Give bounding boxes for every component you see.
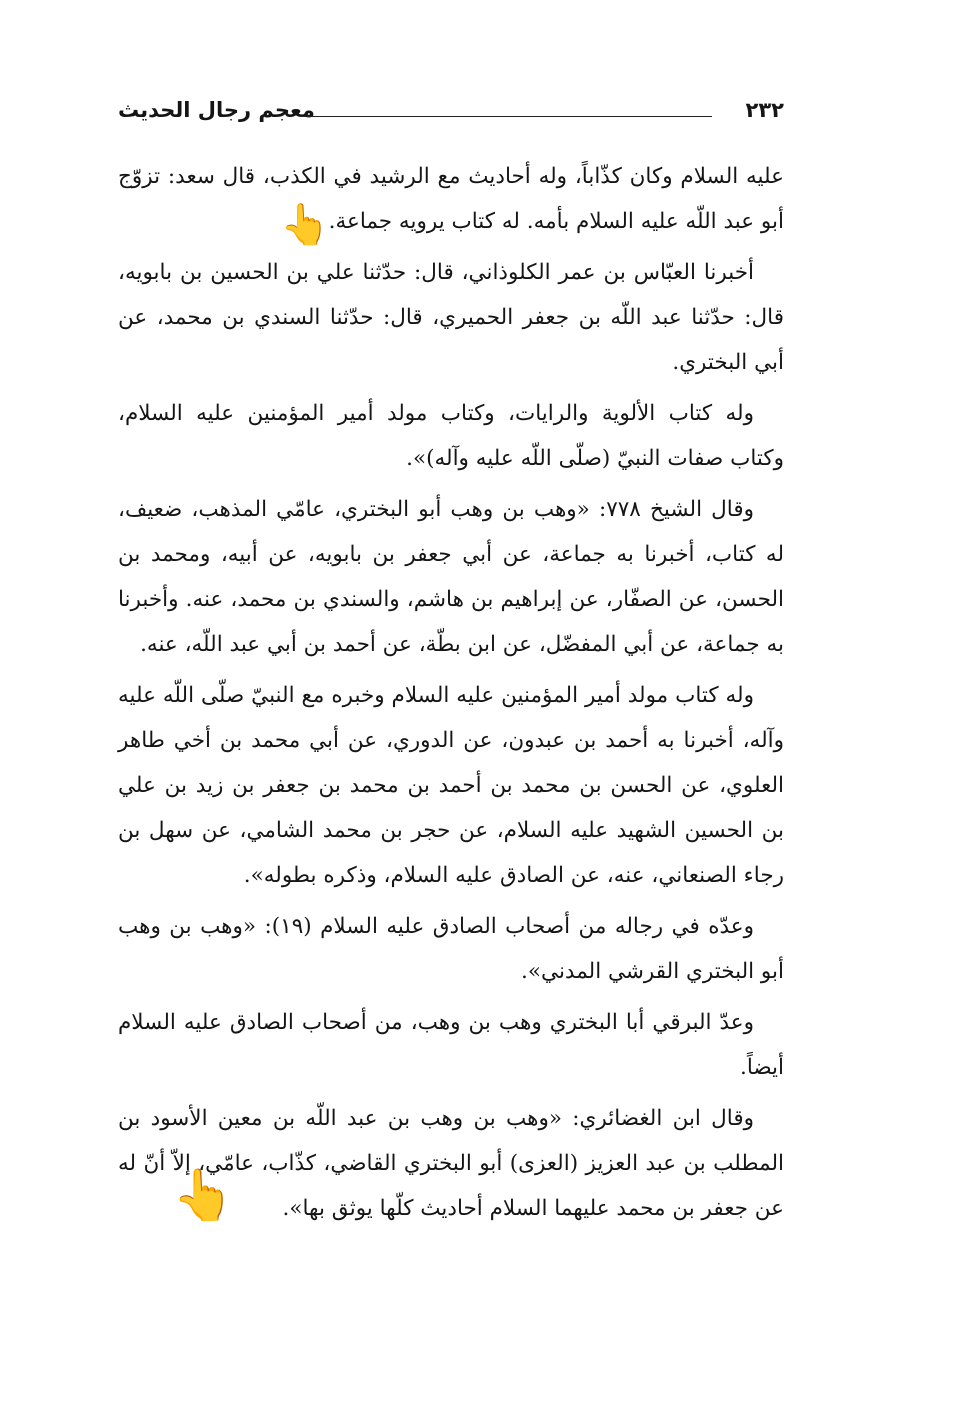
- book-title: معجم رجال الحديث: [118, 98, 315, 122]
- page-number: ٢٣٢: [745, 98, 784, 122]
- paragraph-6: وعدّه في رجاله من أصحاب الصادق عليه السلام (١٩): «وهب بن وهب أبو البختري القرشي المدني».: [118, 914, 784, 984]
- paragraph-4: وقال الشيخ ٧٧٨: «وهب بن وهب أبو البختري، عامّي المذهب، ضعيف، له كتاب، أخبرنا به جماعة، عن أبي جعفر بن بابويه، عن أبيه، ومحمد بن الحسن، عن الصفّار، عن إبراهيم بن هاشم، والسندي بن محمد، عنه. وأخبرنا به جماعة، عن أبي المفضّل، عن ابن بطّة، عن أحمد بن أبي عبد اللّه، عنه.: [118, 497, 784, 657]
- paragraph-3: وله كتاب الألوية والرايات، وكتاب مولد أمير المؤمنين عليه السلام، وكتاب صفات النبيّ (صلّى اللّه عليه وآله)».: [118, 401, 784, 471]
- paragraph-5: وله كتاب مولد أمير المؤمنين عليه السلام وخبره مع النبيّ صلّى اللّه عليه وآله، أخبرنا به أحمد بن عبدون، عن الدوري، عن أبي محمد بن أخي طاهر العلوي، عن الحسن بن محمد بن أحمد بن محمد بن جعفر بن زيد بن علي بن الحسين الشهيد عليه السلام، عن حجر بن محمد الشامي، عن سهل بن رجاء الصنعاني، عنه، عن الصادق عليه السلام، وذكره بطوله».: [118, 683, 784, 888]
- book-page: [118, 96, 784, 1236]
- paragraph-2: أخبرنا العبّاس بن عمر الكلوذاني، قال: حدّثنا علي بن الحسين بن بابويه، قال: حدّثنا عبد اللّه بن جعفر الحميري، قال: حدّثنا السندي بن محمد، عن أبي البختري.: [118, 260, 784, 375]
- header-rule: [300, 116, 712, 117]
- pointing-hand-icon: 👆: [280, 202, 330, 248]
- paragraph-1: عليه السلام وكان كذّاباً، وله أحاديث مع الرشيد في الكذب، قال سعد: تزوّج أبو عبد اللّه عليه السلام بأمه. له كتاب يرويه جماعة.: [118, 164, 784, 234]
- running-header: [118, 96, 784, 138]
- paragraph-8: وقال ابن الغضائري: «وهب بن وهب بن عبد اللّه بن معين الأسود بن المطلب بن عبد العزيز (العزى) أبو البختري القاضي، كذّاب، عامّي، إلاّ أنّ له عن جعفر بن محمد عليهما السلام أحاديث كلّها يوثق بها».: [118, 1106, 784, 1221]
- pointing-hand-icon: 👆: [172, 1166, 235, 1224]
- page-body: [118, 154, 784, 1231]
- paragraph-7: وعدّ البرقي أبا البختري وهب بن وهب، من أصحاب الصادق عليه السلام أيضاً.: [118, 1010, 784, 1080]
